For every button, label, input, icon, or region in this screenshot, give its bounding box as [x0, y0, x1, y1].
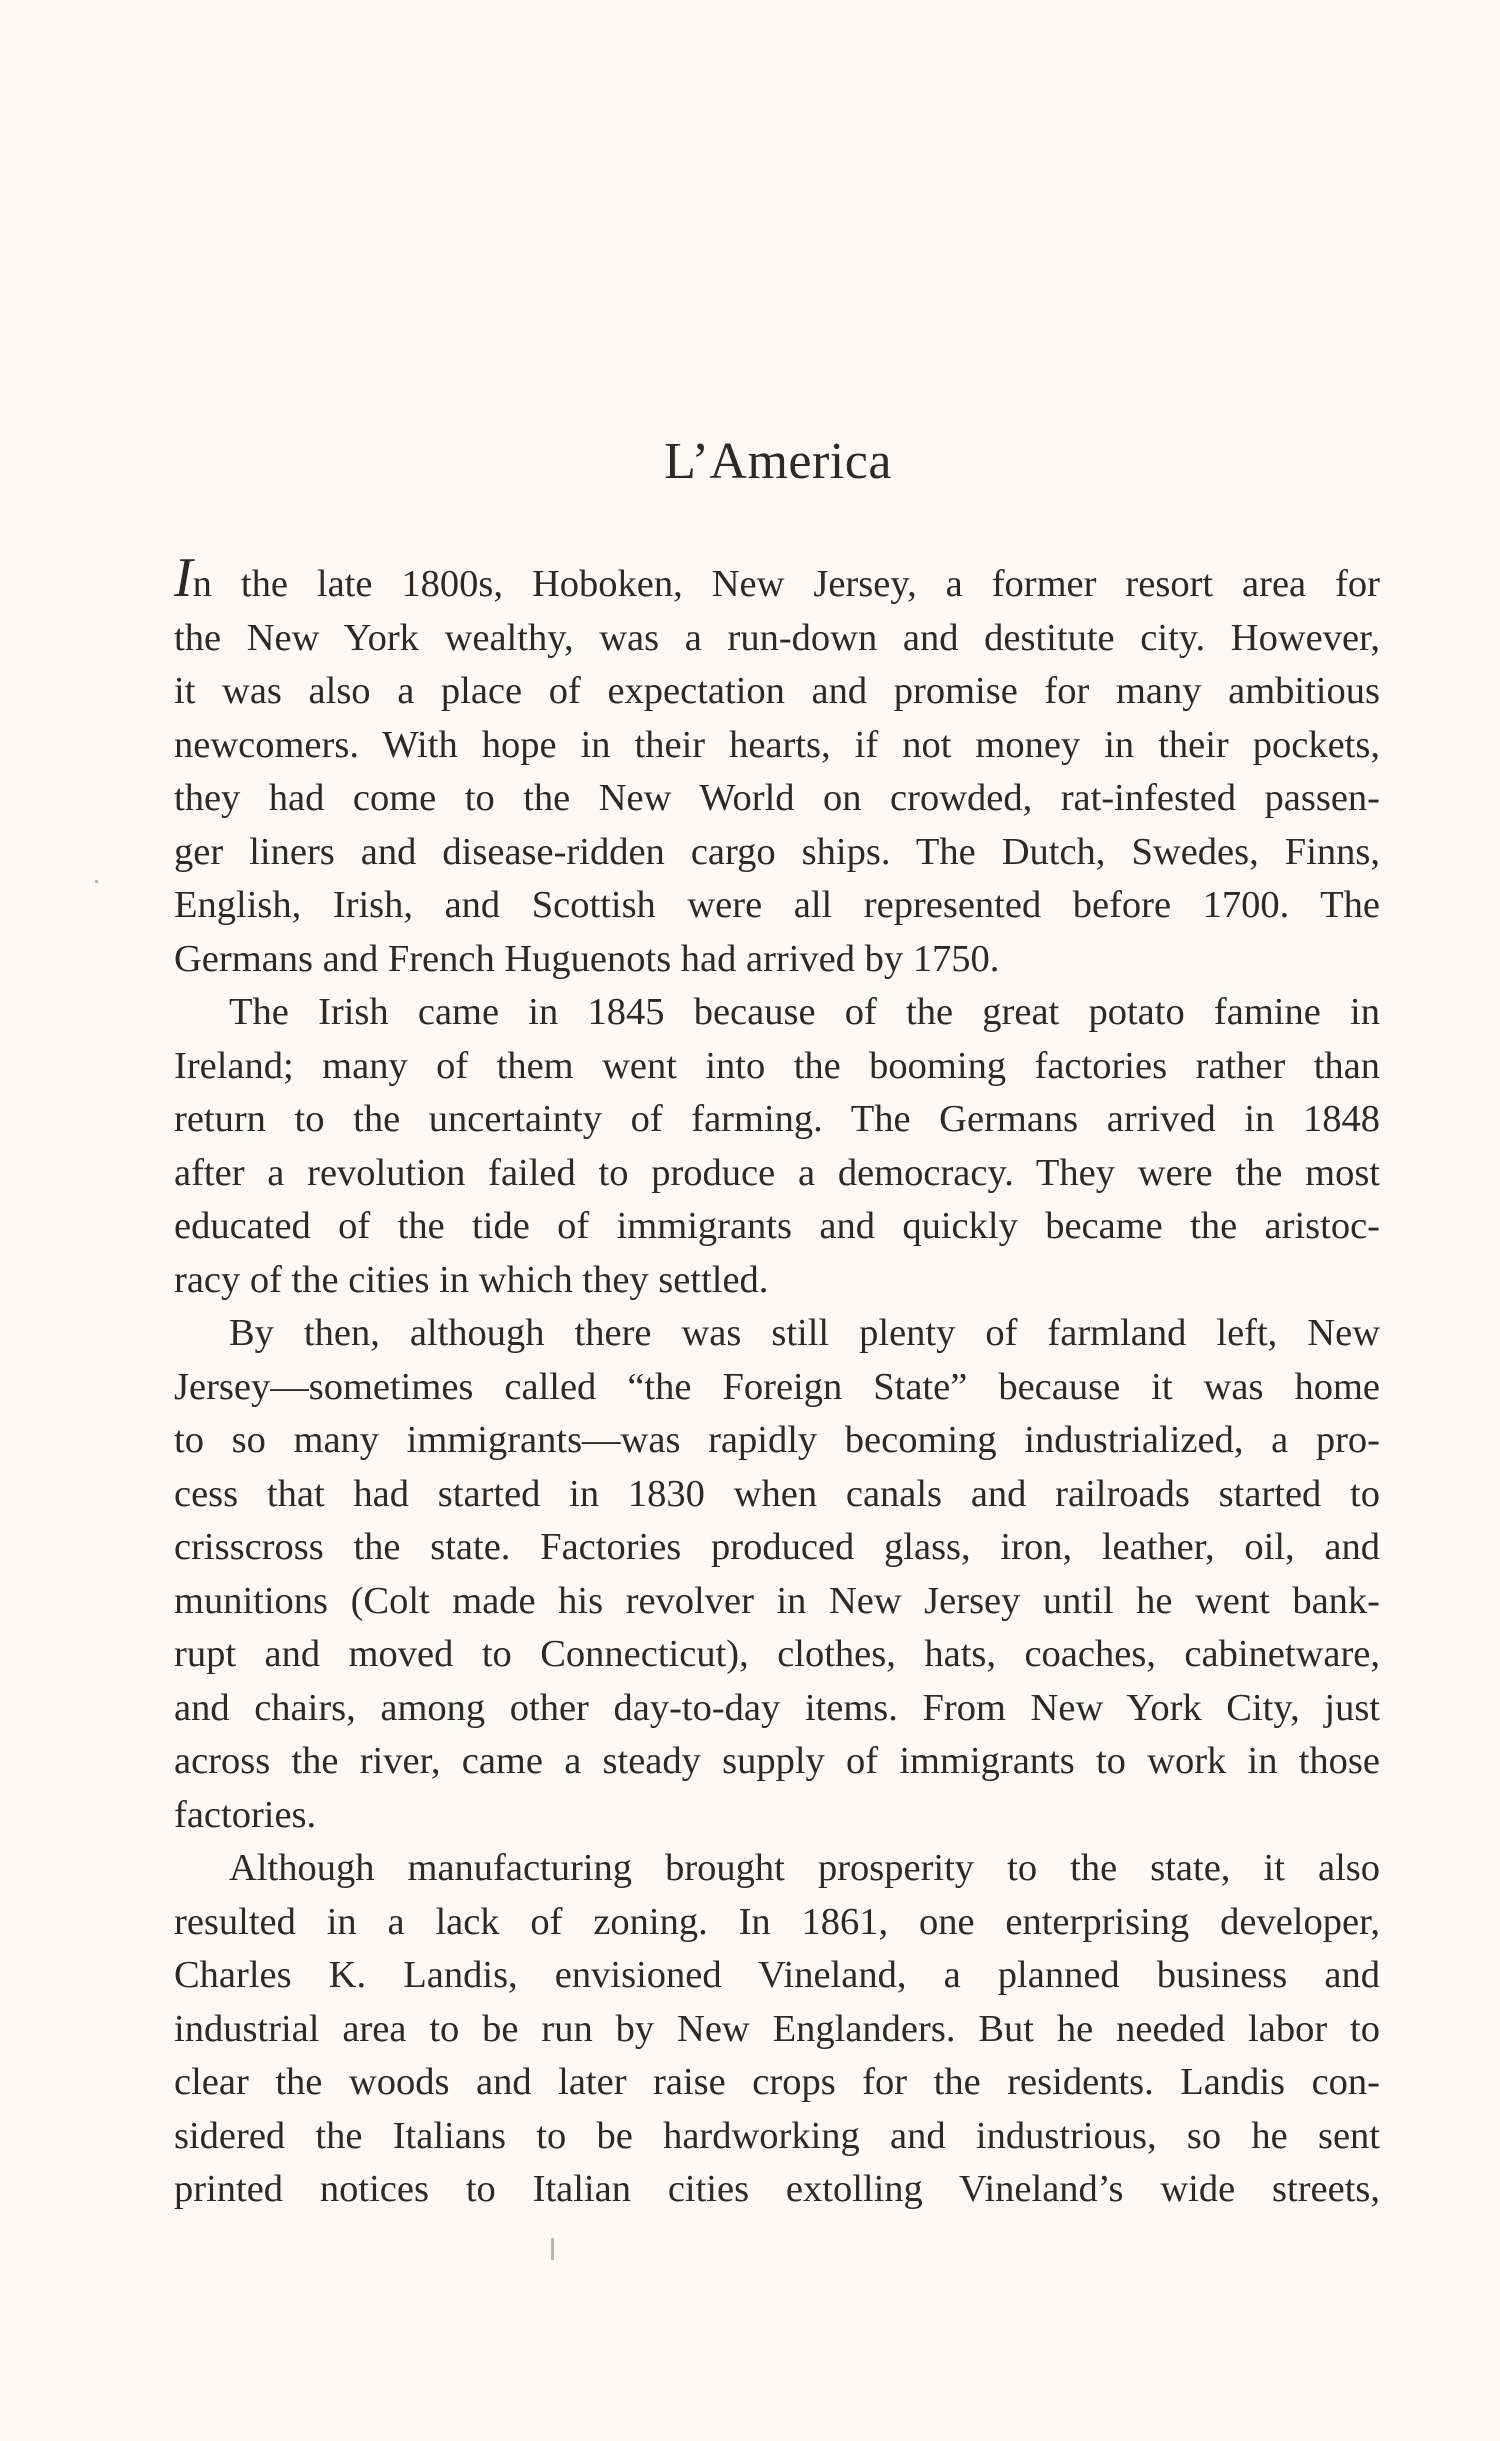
text-line	[174, 1468, 1380, 1522]
line-text: printed notices to Italian cities extolling Vineland’s wide streets,	[174, 2168, 1380, 2210]
line-text: The Irish came in 1845 because of the great potato famine in	[229, 991, 1380, 1033]
line-text: industrial area to be run by New Englanders. But he needed labor to	[174, 2007, 1380, 2050]
scan-speck	[95, 880, 98, 883]
line-text: n the late 1800s, Hoboken, New Jersey, a former resort area for	[192, 563, 1380, 605]
text-line	[174, 1307, 1380, 1361]
text-line	[174, 612, 1380, 666]
text-line	[174, 772, 1380, 826]
text-line	[174, 2110, 1380, 2164]
line-text: By then, although there was still plenty of farmland left, New	[229, 1312, 1380, 1354]
line-text: after a revolution failed to produce a democracy. They were the most	[174, 1151, 1380, 1194]
line-text: English, Irish, and Scottish were all represented before 1700. The	[174, 884, 1380, 926]
text-line	[174, 1628, 1380, 1682]
text-line	[174, 719, 1380, 773]
paragraph	[174, 1842, 1380, 2217]
line-text: to so many immigrants—was rapidly becoming industrialized, a pro-	[174, 1419, 1380, 1461]
text-line	[174, 665, 1380, 719]
line-text: clear the woods and later raise crops for the residents. Landis con-	[174, 2061, 1380, 2103]
text-line	[174, 1040, 1380, 1094]
text-line	[174, 1254, 1380, 1308]
text-line	[174, 1842, 1380, 1896]
text-line	[174, 1414, 1380, 1468]
line-text: rupt and moved to Connecticut), clothes, hats, coaches, cabinetware,	[174, 1633, 1380, 1675]
text-line	[174, 879, 1380, 933]
text-line	[174, 1896, 1380, 1950]
line-text: Although manufacturing brought prosperity to the state, it also	[229, 1847, 1380, 1889]
line-text: ger liners and disease-ridden cargo ships. The Dutch, Swedes, Finns,	[174, 830, 1380, 873]
line-text: educated of the tide of immigrants and quickly became the aristoc-	[174, 1205, 1380, 1247]
line-text: Charles K. Landis, envisioned Vineland, a planned business and	[174, 1954, 1380, 1996]
body-text	[174, 547, 1380, 2217]
line-text: racy of the cities in which they settled.	[174, 1258, 769, 1301]
line-text: crisscross the state. Factories produced glass, iron, leather, oil, and	[174, 1526, 1380, 1568]
text-line	[174, 933, 1380, 987]
text-line	[174, 2056, 1380, 2110]
text-line	[174, 2003, 1380, 2057]
text-line	[174, 547, 1380, 612]
line-text: it was also a place of expectation and promise for many ambitious	[174, 670, 1380, 712]
drop-cap: I	[174, 547, 193, 609]
scan-speck	[551, 2238, 554, 2260]
line-text: Ireland; many of them went into the booming factories rather than	[174, 1044, 1380, 1087]
text-line	[174, 1147, 1380, 1201]
text-line	[174, 1361, 1380, 1415]
line-text: resulted in a lack of zoning. In 1861, one enterprising developer,	[174, 1900, 1380, 1943]
text-line	[174, 1575, 1380, 1629]
line-text: Jersey—sometimes called “the Foreign State” because it was home	[174, 1365, 1380, 1408]
text-line	[174, 1521, 1380, 1575]
text-line	[174, 2163, 1380, 2217]
text-line	[174, 1789, 1380, 1843]
line-text: return to the uncertainty of farming. The Germans arrived in 1848	[174, 1098, 1380, 1140]
line-text: and chairs, among other day-to-day items. From New York City, just	[174, 1686, 1380, 1729]
line-text: Germans and French Huguenots had arrived by 1750.	[174, 937, 1000, 980]
line-text: the New York wealthy, was a run-down and destitute city. However,	[174, 616, 1380, 659]
text-line	[174, 1682, 1380, 1736]
line-text: newcomers. With hope in their hearts, if not money in their pockets,	[174, 723, 1380, 766]
paragraph	[174, 986, 1380, 1307]
chapter-title: L’America	[664, 433, 892, 490]
line-text: cess that had started in 1830 when canals and railroads started to	[174, 1472, 1380, 1515]
line-text: munitions (Colt made his revolver in New Jersey until he went bank-	[174, 1579, 1380, 1622]
paragraph	[174, 1307, 1380, 1842]
line-text: factories.	[174, 1793, 317, 1836]
text-line	[174, 1949, 1380, 2003]
paragraph	[174, 547, 1380, 986]
line-text: sidered the Italians to be hardworking and industrious, so he sent	[174, 2114, 1380, 2157]
text-line	[174, 1093, 1380, 1147]
line-text: across the river, came a steady supply of immigrants to work in those	[174, 1740, 1380, 1782]
text-line	[174, 1735, 1380, 1789]
line-text: they had come to the New World on crowded, rat-infested passen-	[174, 777, 1380, 819]
text-line	[174, 986, 1380, 1040]
text-line	[174, 1200, 1380, 1254]
text-line	[174, 826, 1380, 880]
